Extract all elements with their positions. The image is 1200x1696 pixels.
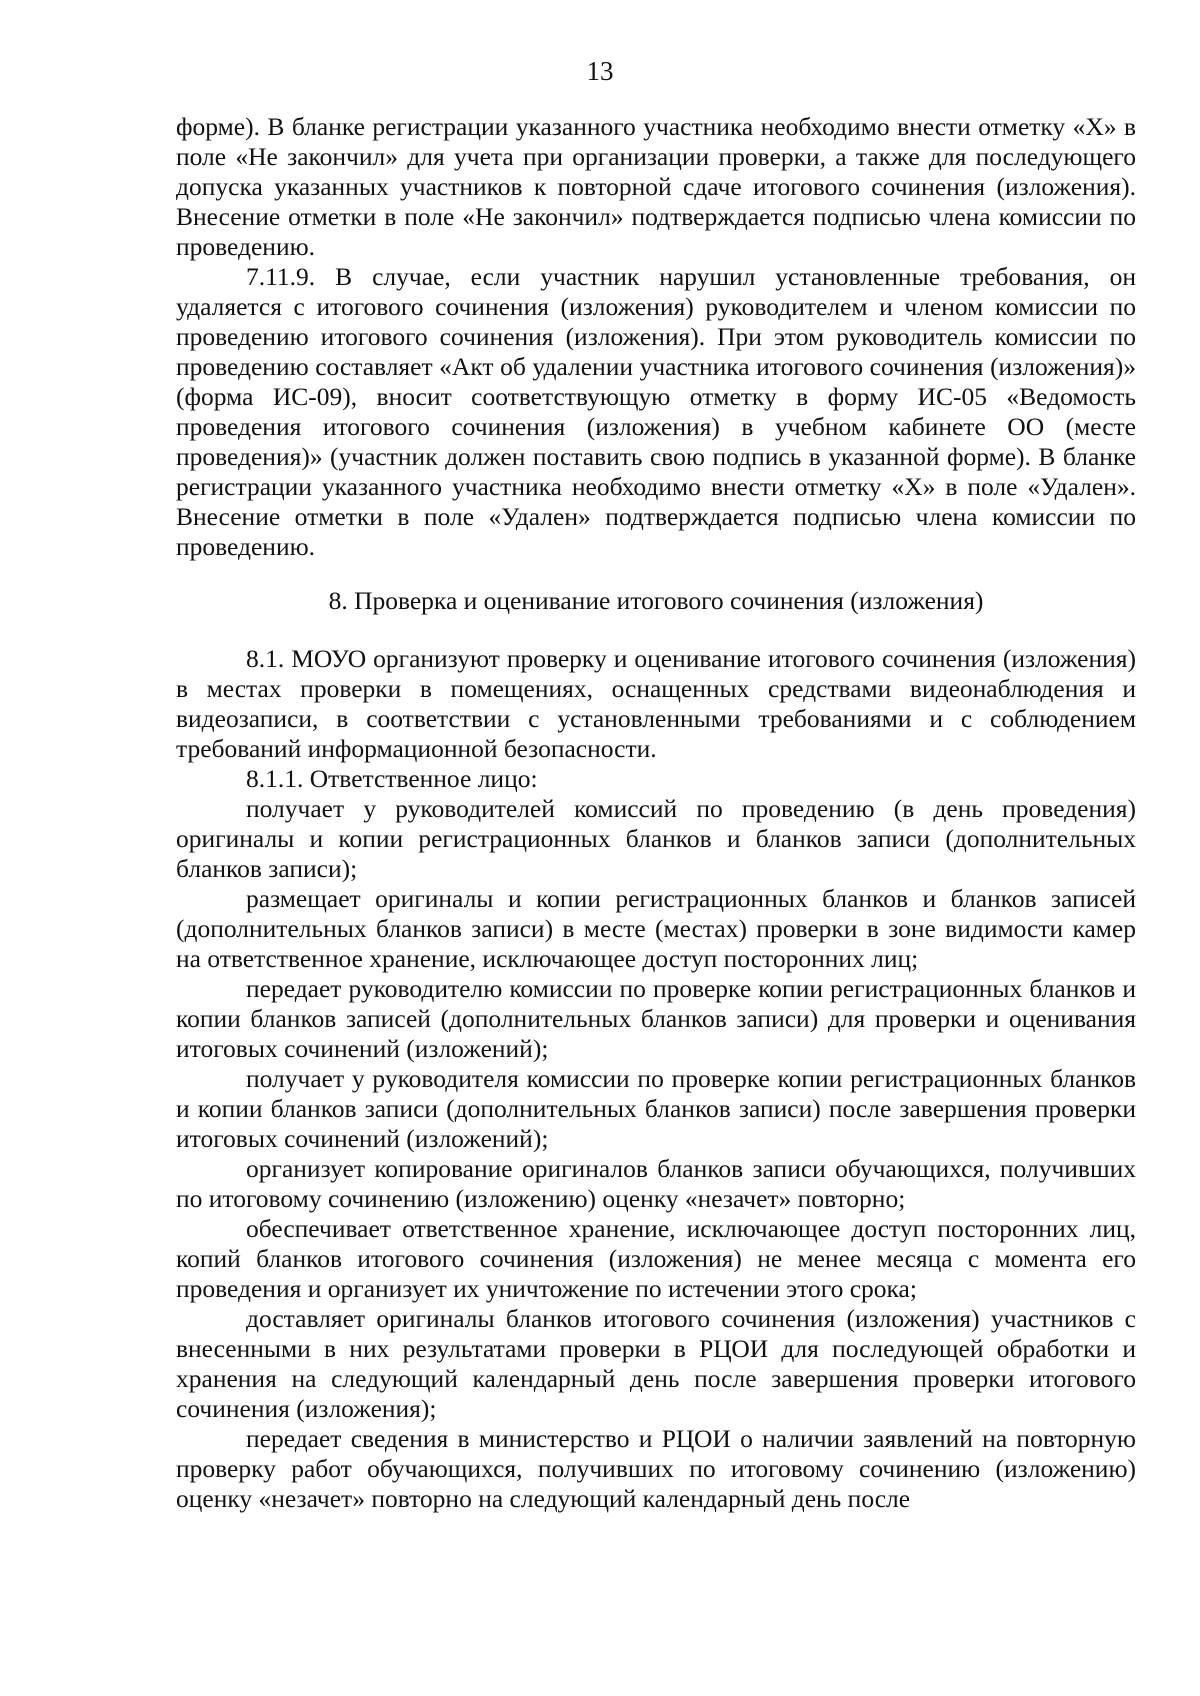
section-heading: 8. Проверка и оценивание итогового сочинения (изложения) xyxy=(328,586,984,615)
list-item: передает руководителю комиссии по проверке копии регистрационных бланков и копии бланков записей (дополнительных бланков записи) для проверки и оценивания итоговых сочинений (изложений); xyxy=(176,974,1136,1063)
page-number: 13 xyxy=(586,56,614,86)
list-item: доставляет оригиналы бланков итогового сочинения (изложения) участников с внесенными в них результатами проверки в РЦОИ для последующей обработки и хранения на следующий календарный день после завершения проверки итогового сочинения (изложения); xyxy=(176,1304,1136,1423)
paragraph-8-1-1: 8.1.1. Ответственное лицо: xyxy=(246,764,538,793)
list-item: получает у руководителей комиссий по проведению (в день проведения) оригиналы и копии регистрационных бланков и бланков записи (дополнительных бланков записи); xyxy=(176,794,1136,883)
list-item: получает у руководителя комиссии по проверке копии регистрационных бланков и копии бланков записи (дополнительных бланков записи) после завершения проверки итоговых сочинений (изложений); xyxy=(176,1064,1136,1153)
paragraph-8-1: 8.1. МОУО организуют проверку и оценивание итогового сочинения (изложения) в местах проверки в помещениях, оснащенных средствами видеонаблюдения и видеозаписи, в соответствии с установленными требованиями и с соблюдением требований информационной безопасности. xyxy=(176,644,1136,763)
paragraph-continuation: форме). В бланке регистрации указанного участника необходимо внести отметку «Х» в поле «Не закончил» для учета при организации проверки, а также для последующего допуска указанных участников к повторной сдаче итогового сочинения (изложения). Внесение отметки в поле «Не закончил» подтверждается подписью члена комиссии по проведению. xyxy=(176,112,1136,261)
list-item: размещает оригиналы и копии регистрационных бланков и бланков записей (дополнительных бланков записи) в месте (местах) проверки в зоне видимости камер на ответственное хранение, исключающее доступ посторонних лиц; xyxy=(176,884,1136,973)
paragraph-7-11-9: 7.11.9. В случае, если участник нарушил установленные требования, он удаляется с итогового сочинения (изложения) руководителем и членом комиссии по проведению итогового сочинения (изложения). При этом руководитель комиссии по проведению составляет «Акт об удалении участника итогового сочинения (изложения)» (форма ИС-09), вносит соответствующую отметку в форму ИС-05 «Ведомость проведения итогового сочинения (изложения) в учебном кабинете ОО (месте проведения)» (участник должен поставить свою подпись в указанной форме). В бланке регистрации указанного участника необходимо внести отметку «Х» в поле «Удален». Внесение отметки в поле «Удален» подтверждается подписью члена комиссии по проведению. xyxy=(176,262,1136,561)
list-item: передает сведения в министерство и РЦОИ о наличии заявлений на повторную проверку работ обучающихся, получивших по итоговому сочинению (изложению) оценку «незачет» повторно на следующий календарный день после xyxy=(176,1424,1136,1513)
list-item: организует копирование оригиналов бланков записи обучающихся, получивших по итоговому сочинению (изложению) оценку «незачет» повторно; xyxy=(176,1154,1136,1213)
document-body xyxy=(176,112,1136,1514)
list-item: обеспечивает ответственное хранение, исключающее доступ посторонних лиц, копий бланков итогового сочинения (изложения) не менее месяца с момента его проведения и организует их уничтожение по истечении этого срока; xyxy=(176,1214,1136,1303)
